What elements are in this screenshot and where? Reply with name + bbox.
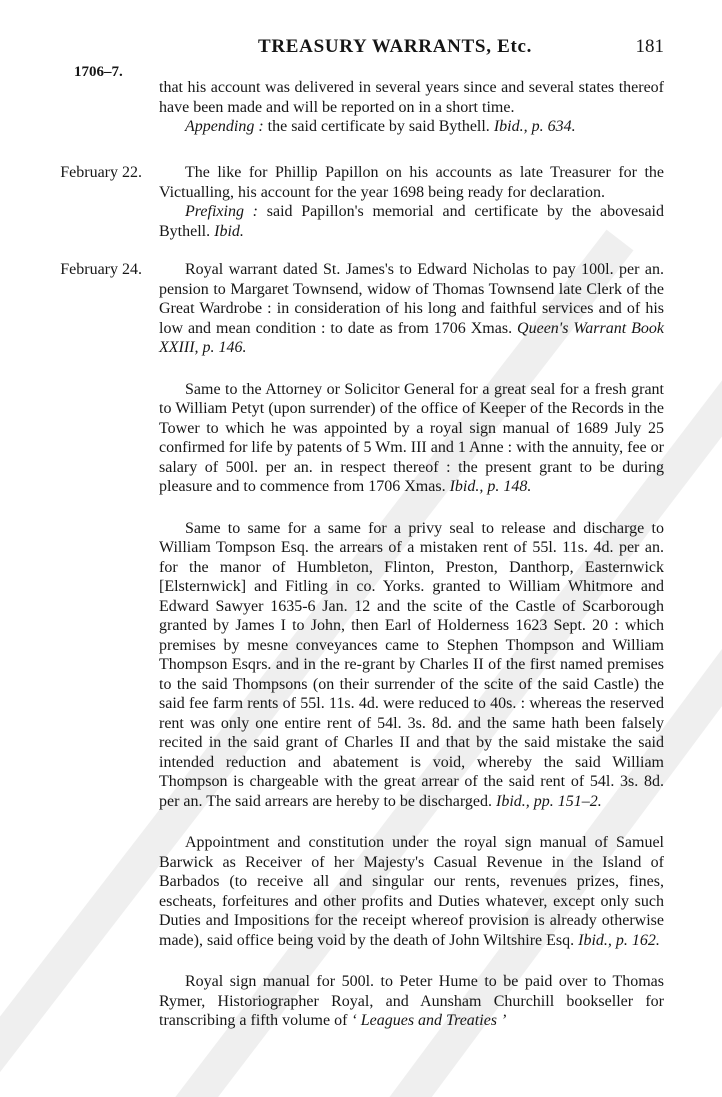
paragraph-text: Royal warrant dated St. James's to Edward Nicholas to pay 100l. per an. pension to Margaret Townsend, widow of Thomas Townsend late Clerk of the Great Wardrobe : in consideration of his long and faithful services and of his low and mean condition : to date as from 1706 Xmas.	[159, 261, 664, 337]
paragraph	[159, 260, 664, 358]
paragraph	[159, 519, 664, 812]
paragraph-text: Royal sign manual for 500l. to Peter Hume to be paid over to Thomas Rymer, Historiographer Royal, and Aunsham Churchill bookseller for transcribing a fifth volume of	[159, 973, 664, 1029]
entry-body	[159, 260, 664, 1031]
paragraph	[159, 833, 664, 950]
paragraph	[159, 163, 664, 202]
margin-date: February 22.	[60, 164, 142, 181]
running-head: TREASURY WARRANTS, Etc.	[258, 36, 533, 57]
paragraph-text: The like for Phillip Papillon on his accounts as late Treasurer for the Victualling, his account for the year 1698 being ready for declaration.	[159, 164, 664, 201]
paragraph-text: said Papillon's memorial and certificate by the abovesaid Bythell.	[159, 203, 664, 240]
year-margin-note: 1706–7.	[74, 64, 123, 80]
entry-february-22	[60, 163, 664, 241]
paragraph	[159, 202, 664, 241]
page-number: 181	[635, 36, 664, 57]
paragraph-text: Appointment and constitution under the royal sign manual of Samuel Barwick as Receiver of her Majesty's Casual Revenue in the Island of Barbados (to receive all and singular our rents, revenues prizes, fines, escheats, forfeitures and other profits and Duties whatever, except only such Duties and Impositions for the receipt whereof provision is already otherwise made), said office being void by the death of John Wiltshire Esq.	[159, 834, 664, 949]
paragraph-text: that his account was delivered in several years since and several states thereof have been made and will be reported on in a short time.	[159, 79, 664, 116]
margin-date: February 24.	[60, 261, 142, 278]
entry-body	[159, 78, 664, 137]
paragraph-label: Prefixing :	[185, 203, 259, 220]
paragraph	[159, 972, 664, 1031]
reference: Ibid., p. 148.	[449, 478, 532, 495]
paragraph-text: Same to same for a same for a privy seal to release and discharge to William Tompson Esq. the arrears of a mistaken rent of 55l. 11s. 4d. per an. for the manor of Humbleton, Flinton, Preston, Danthorp, Easternwick [Elsternwick] and Fitling in co. Yorks. granted to William Whitmore and Edward Sawyer 1635-6 Jan. 12 and the scite of the Castle of Scarborough granted by James I to John, then Earl of Holderness 1623 Sept. 20 : which premises by mesne conveyances came to Stephen Thompson and William Thompson Esqrs. and in the re-grant by Charles II of the first named premises to the said Thompsons (on their surrender of the scite of the said Castle) the said fee farm rents of 55l. 11s. 4d. were reduced to 40s. : whereas the reserved rent was only one entire rent of 54l. 3s. 8d. and the same hath been falsely recited in the said grant of Charles II and that by the said mistake the said intended reduction and abatement is void, whereby the said William Thompson is chargeable with the great arrear of the said rent of 54l. 3s. 8d. per an. The said arrears are hereby to be discharged.	[159, 519, 664, 810]
reference: Ibid., pp. 151–2.	[496, 792, 602, 810]
paragraph-text: the said certificate by said Bythell.	[263, 118, 494, 135]
reference: Queen's Warrant Book XXIII, p. 146.	[159, 319, 665, 356]
paragraph	[159, 78, 664, 117]
entry-february-24	[60, 260, 664, 1031]
reference: Ibid., p. 162.	[578, 931, 660, 949]
entry-continuation	[60, 78, 664, 137]
entry-body	[159, 163, 664, 241]
reference: Ibid., p. 634.	[493, 118, 576, 135]
reference: ‘ Leagues and Treaties ’	[351, 1012, 507, 1029]
paragraph-label: Appending :	[185, 118, 264, 135]
paragraph	[159, 380, 664, 497]
page-header	[0, 36, 722, 66]
reference: Ibid.	[214, 222, 244, 240]
paragraph	[159, 117, 664, 137]
paragraph-text: Same to the Attorney or Solicitor General for a great seal for a fresh grant to William Petyt (upon surrender) of the office of Keeper of the Records in the Tower to which he was appointed by a royal sign manual of 1689 July 25 confirmed for life by patents of 5 Wm. III and 1 Anne : with the annuity, fee or salary of 500l. per an. in respect thereof : the present grant to be during pleasure and to commence from 1706 Xmas.	[159, 380, 664, 495]
